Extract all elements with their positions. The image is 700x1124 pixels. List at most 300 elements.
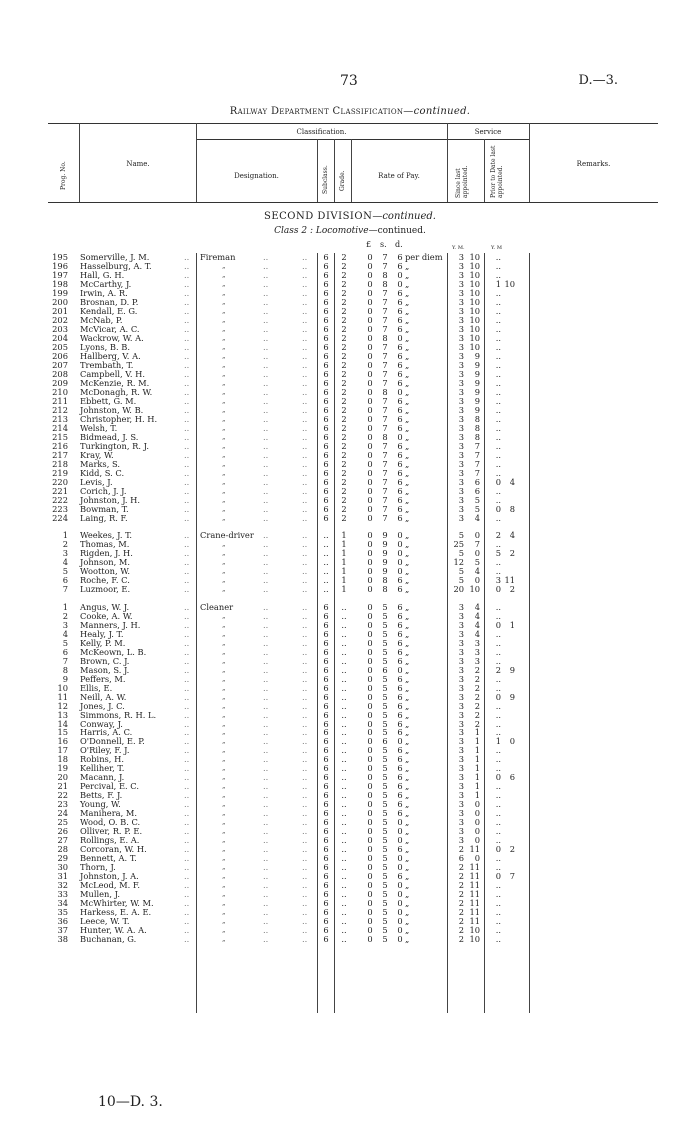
employee-name: Marks, S.	[80, 458, 120, 469]
row-number: 35	[57, 907, 68, 918]
grade: ..	[341, 889, 347, 900]
pay-period: „	[405, 655, 410, 666]
employee-name: Turkington, R. J.	[80, 440, 149, 451]
service-months: 0	[474, 548, 480, 559]
pay-period: „	[405, 431, 410, 442]
service-years: 3	[458, 799, 464, 810]
leader-dots: ..	[263, 512, 269, 523]
pay-pence: 6	[397, 584, 403, 595]
grade: 2	[341, 512, 347, 523]
pay-shillings: 7	[382, 476, 388, 487]
section-title: SECOND DIVISION	[263, 211, 373, 222]
prior-years: ..	[495, 637, 501, 648]
row-number: 15	[57, 727, 68, 738]
row-number: 22	[57, 790, 68, 801]
leader-dots: ..	[263, 898, 269, 909]
subclass: 6	[323, 359, 329, 370]
pay-shillings: 5	[382, 925, 388, 936]
leader-dots: ..	[184, 269, 190, 280]
service-years: 3	[458, 305, 464, 316]
pay-pounds: 0	[367, 476, 373, 487]
service-years: 2	[458, 898, 464, 909]
service-years: 3	[458, 655, 464, 666]
prior-years: 0	[495, 503, 501, 514]
leader-dots: ..	[302, 709, 308, 720]
pay-pence: 0	[397, 889, 403, 900]
row-number: 201	[52, 305, 68, 316]
subclass: 6	[323, 916, 329, 927]
designation: „	[222, 764, 226, 773]
leader-dots: ..	[302, 260, 308, 271]
class-title: Class 2 : Locomotive	[274, 226, 369, 236]
leader-dots: ..	[184, 835, 190, 846]
leader-dots: ..	[263, 449, 269, 460]
service-months: 11	[469, 880, 480, 891]
service-months: 10	[469, 584, 480, 595]
service-years: 3	[458, 512, 464, 523]
pay-pence: 6	[397, 458, 403, 469]
leader-dots: ..	[302, 745, 308, 756]
pay-period: „	[405, 575, 410, 586]
grade: 2	[341, 341, 347, 352]
service-months: 2	[474, 673, 480, 684]
row-number: 207	[52, 359, 68, 370]
service-months: 9	[474, 386, 480, 397]
prior-years: ..	[495, 386, 501, 397]
designation: „	[222, 638, 226, 647]
leader-dots: ..	[263, 826, 269, 837]
grade: 2	[341, 269, 347, 280]
prior-years: ..	[495, 494, 501, 505]
pay-period: „	[405, 808, 410, 819]
pay-pounds: 0	[367, 341, 373, 352]
designation: „	[222, 899, 226, 908]
prior-months: 0	[509, 736, 515, 747]
row-number: 33	[57, 889, 68, 900]
employee-name: Healy, J. T.	[80, 628, 124, 639]
pay-period: „	[405, 440, 410, 451]
prior-years: ..	[495, 341, 501, 352]
pay-pence: 6	[397, 314, 403, 325]
designation: „	[222, 701, 226, 710]
prior-months: 2	[509, 548, 515, 559]
pay-period: „	[405, 341, 410, 352]
pay-shillings: 9	[382, 548, 388, 559]
employee-name: Kelly, P. M.	[80, 637, 126, 648]
pay-shillings: 5	[382, 745, 388, 756]
pay-pence: 6	[397, 628, 403, 639]
pay-pence: 6	[397, 485, 403, 496]
pay-pounds: 0	[367, 494, 373, 505]
employee-name: Brown, C. J.	[80, 655, 130, 666]
pay-pounds: 0	[367, 628, 373, 639]
leader-dots: ..	[263, 844, 269, 855]
leader-dots: ..	[302, 395, 308, 406]
pay-period: „	[405, 889, 410, 900]
subclass: 6	[323, 610, 329, 621]
service-months: 4	[474, 512, 480, 523]
pay-shillings: 5	[382, 934, 388, 945]
row-number: 206	[52, 350, 68, 361]
pay-pounds: 0	[367, 512, 373, 523]
pay-pounds: 0	[367, 601, 373, 612]
prior-years: ..	[495, 368, 501, 379]
service-years: 3	[458, 700, 464, 711]
subclass: 6	[323, 772, 329, 783]
leader-dots: ..	[302, 619, 308, 630]
subclass: 6	[323, 278, 329, 289]
pay-pence: 6	[397, 503, 403, 514]
pay-shillings: 5	[382, 835, 388, 846]
row-number: 30	[57, 862, 68, 873]
leader-dots: ..	[184, 377, 190, 388]
leader-dots: ..	[184, 736, 190, 747]
leader-dots: ..	[184, 548, 190, 559]
pay-pence: 0	[397, 934, 403, 945]
row-number: 36	[57, 916, 68, 927]
pay-period: „	[405, 907, 410, 918]
service-years: 3	[458, 458, 464, 469]
subclass: 6	[323, 682, 329, 693]
grade: 2	[341, 404, 347, 415]
leader-dots: ..	[302, 808, 308, 819]
leader-dots: ..	[302, 772, 308, 783]
service-months: 2	[474, 718, 480, 729]
leader-dots: ..	[263, 763, 269, 774]
employee-name: McCarthy, J.	[80, 278, 132, 289]
pay-shillings: 5	[382, 853, 388, 864]
prior-years: ..	[495, 449, 501, 460]
employee-name: McNab, P.	[80, 314, 123, 325]
designation: „	[222, 297, 226, 306]
prior-years: ..	[495, 260, 501, 271]
service-years: 2	[458, 934, 464, 945]
grade: ..	[341, 637, 347, 648]
prior-years: ..	[495, 799, 501, 810]
designation: „	[222, 279, 226, 288]
pay-pounds: 0	[367, 655, 373, 666]
pay-pence: 6	[397, 305, 403, 316]
service-months: 4	[474, 601, 480, 612]
leader-dots: ..	[184, 539, 190, 550]
leader-dots: ..	[302, 700, 308, 711]
prior-years: 3	[495, 575, 501, 586]
designation: „	[222, 468, 226, 477]
prior-years: ..	[495, 727, 501, 738]
leader-dots: ..	[263, 485, 269, 496]
service-months: 2	[474, 709, 480, 720]
table-title	[0, 106, 700, 117]
leader-dots: ..	[184, 503, 190, 514]
subclass: 6	[323, 404, 329, 415]
leader-dots: ..	[263, 269, 269, 280]
grade: ..	[341, 673, 347, 684]
pay-pounds: 0	[367, 808, 373, 819]
leader-dots: ..	[302, 431, 308, 442]
grade: 2	[341, 278, 347, 289]
row-number: 17	[57, 745, 68, 756]
pay-period: „	[405, 485, 410, 496]
pay-period: „	[405, 449, 410, 460]
pay-shillings: 9	[382, 539, 388, 550]
leader-dots: ..	[263, 781, 269, 792]
service-months: 11	[469, 916, 480, 927]
pay-period: „	[405, 916, 410, 927]
employee-name: Somerville, J. M.	[80, 252, 150, 262]
subclass: 6	[323, 736, 329, 747]
pay-period: „	[405, 844, 410, 855]
service-months: 10	[469, 341, 480, 352]
pay-period: „	[405, 781, 410, 792]
service-years: 3	[458, 386, 464, 397]
pay-pence: 0	[397, 539, 403, 550]
leader-dots: ..	[184, 530, 190, 541]
pay-pence: 0	[397, 880, 403, 891]
subclass: 6	[323, 386, 329, 397]
leader-dots: ..	[184, 916, 190, 927]
pay-shillings: 5	[382, 727, 388, 738]
service-years: 3	[458, 260, 464, 271]
prior-years: ..	[495, 431, 501, 442]
pay-pence: 0	[397, 925, 403, 936]
page-footer: 10—D. 3.	[98, 1094, 163, 1110]
pay-pence: 6	[397, 745, 403, 756]
prior-years: ..	[495, 655, 501, 666]
pay-shillings: 7	[382, 458, 388, 469]
employee-name: McVicar, A. C.	[80, 323, 140, 334]
pay-pounds: 0	[367, 799, 373, 810]
pay-pounds: 0	[367, 781, 373, 792]
pay-pounds: 0	[367, 404, 373, 415]
leader-dots: ..	[302, 898, 308, 909]
subclass: 6	[323, 422, 329, 433]
employee-name: O'Riley, F. J.	[80, 745, 130, 756]
pay-pence: 6	[397, 296, 403, 307]
pay-pence: 0	[397, 817, 403, 828]
pay-period: „	[405, 898, 410, 909]
row-number: 195	[52, 252, 68, 262]
grade: 2	[341, 449, 347, 460]
service-months: 1	[474, 781, 480, 792]
leader-dots: ..	[302, 637, 308, 648]
grade: 2	[341, 494, 347, 505]
designation: „	[222, 513, 226, 522]
pay-pounds: 0	[367, 880, 373, 891]
table-title-continued: —continued.	[403, 106, 471, 117]
designation: „	[222, 674, 226, 683]
leader-dots: ..	[263, 548, 269, 559]
prior-years: ..	[495, 512, 501, 523]
leader-dots: ..	[302, 691, 308, 702]
leader-dots: ..	[302, 844, 308, 855]
pay-pence: 6	[397, 287, 403, 298]
pay-period: „	[405, 664, 410, 675]
prior-years: ..	[495, 252, 501, 262]
service-months: 10	[469, 287, 480, 298]
service-months: 7	[474, 458, 480, 469]
pay-pounds: 0	[367, 296, 373, 307]
designation: „	[222, 629, 226, 638]
pay-shillings: 7	[382, 260, 388, 271]
row-number: 6	[62, 575, 68, 586]
pay-period: „	[405, 826, 410, 837]
prior-years: ..	[495, 826, 501, 837]
service-years: 3	[458, 736, 464, 747]
service-years: 2	[458, 925, 464, 936]
subclass: 6	[323, 853, 329, 864]
leader-dots: ..	[263, 790, 269, 801]
service-years: 3	[458, 413, 464, 424]
unit-pence: d.	[395, 240, 403, 249]
employee-name: Hall, G. H.	[80, 269, 125, 280]
leader-dots: ..	[302, 305, 308, 316]
employee-name: Ellis, E.	[80, 682, 113, 693]
service-years: 2	[458, 907, 464, 918]
row-number: 196	[52, 260, 68, 271]
leader-dots: ..	[302, 781, 308, 792]
employee-name: Corich, J. J.	[80, 485, 127, 496]
row-number: 9	[62, 673, 68, 684]
leader-dots: ..	[263, 539, 269, 550]
prior-years: ..	[495, 296, 501, 307]
leader-dots: ..	[263, 278, 269, 289]
pay-shillings: 7	[382, 485, 388, 496]
service-months: 10	[469, 305, 480, 316]
pay-shillings: 7	[382, 341, 388, 352]
employee-name: McLeod, M. F.	[80, 880, 141, 891]
leader-dots: ..	[302, 727, 308, 738]
pay-pence: 6	[397, 350, 403, 361]
pay-shillings: 5	[382, 601, 388, 612]
pay-shillings: 5	[382, 799, 388, 810]
pay-pounds: 0	[367, 889, 373, 900]
service-years: 2	[458, 889, 464, 900]
leader-dots: ..	[263, 314, 269, 325]
row-number: 198	[52, 278, 68, 289]
row-number: 212	[52, 404, 68, 415]
pay-pence: 6	[397, 871, 403, 882]
designation: „	[222, 342, 226, 351]
pay-shillings: 6	[382, 664, 388, 675]
prior-months: 6	[509, 772, 515, 783]
row-number: 10	[57, 682, 68, 693]
pay-shillings: 7	[382, 449, 388, 460]
pay-period: „	[405, 584, 410, 595]
subclass: 6	[323, 449, 329, 460]
subclass: 6	[323, 368, 329, 379]
service-years: 3	[458, 323, 464, 334]
designation: „	[222, 755, 226, 764]
employee-name: Luzmoor, E.	[80, 584, 131, 595]
row-number: 3	[62, 548, 68, 559]
leader-dots: ..	[184, 826, 190, 837]
subclass: 6	[323, 260, 329, 271]
service-months: 3	[474, 646, 480, 657]
service-years: 3	[458, 431, 464, 442]
service-months: 2	[474, 682, 480, 693]
leader-dots: ..	[263, 682, 269, 693]
service-months: 1	[474, 745, 480, 756]
pay-period: „	[405, 314, 410, 325]
designation: „	[222, 567, 226, 576]
column-rate-of-pay: Rate of Pay.	[378, 172, 420, 180]
designation: „	[222, 387, 226, 396]
subclass: 6	[323, 664, 329, 675]
leader-dots: ..	[302, 476, 308, 487]
grade: ..	[341, 628, 347, 639]
subclass: 6	[323, 808, 329, 819]
pay-pence: 0	[397, 826, 403, 837]
pay-pounds: 0	[367, 305, 373, 316]
subclass: 6	[323, 296, 329, 307]
leader-dots: ..	[263, 503, 269, 514]
prior-years: ..	[495, 323, 501, 334]
leader-dots: ..	[263, 368, 269, 379]
prior-years: ..	[495, 790, 501, 801]
row-number: 14	[57, 718, 68, 729]
subclass: 6	[323, 844, 329, 855]
leader-dots: ..	[302, 467, 308, 478]
pay-pounds: 0	[367, 772, 373, 783]
designation: „	[222, 504, 226, 513]
service-months: 9	[474, 395, 480, 406]
designation: „	[222, 558, 226, 567]
pay-period: „	[405, 323, 410, 334]
pay-shillings: 6	[382, 736, 388, 747]
pay-period: „	[405, 799, 410, 810]
grade: 2	[341, 485, 347, 496]
designation: „	[222, 620, 226, 629]
column-prior-to-date: Prior to Date last appointed.	[490, 145, 504, 198]
pay-pence: 6	[397, 610, 403, 621]
service-years: 5	[458, 548, 464, 559]
row-number: 217	[52, 449, 68, 460]
pay-pence: 0	[397, 332, 403, 343]
grade: ..	[341, 664, 347, 675]
subclass: 6	[323, 880, 329, 891]
designation: Cleaner	[200, 601, 234, 612]
pay-pence: 6	[397, 467, 403, 478]
employee-name: Johnston, J. H.	[80, 494, 141, 505]
pay-shillings: 5	[382, 781, 388, 792]
leader-dots: ..	[263, 628, 269, 639]
column-since-last: Since last appointed.	[455, 165, 469, 198]
pay-pounds: 0	[367, 467, 373, 478]
pay-pounds: 0	[367, 449, 373, 460]
service-months: 10	[469, 934, 480, 945]
pay-period: „	[405, 718, 410, 729]
row-number: 38	[57, 934, 68, 945]
pay-pounds: 0	[367, 431, 373, 442]
leader-dots: ..	[184, 287, 190, 298]
employee-name: Young, W.	[80, 799, 121, 810]
service-years: 2	[458, 916, 464, 927]
prior-years: ..	[495, 835, 501, 846]
leader-dots: ..	[302, 799, 308, 810]
service-years: 3	[458, 359, 464, 370]
subclass: 6	[323, 934, 329, 945]
employee-name: McKenzie, R. M.	[80, 377, 150, 388]
row-number: 7	[62, 584, 68, 595]
leader-dots: ..	[263, 584, 269, 595]
employee-name: Lyons, B. B.	[80, 341, 131, 352]
row-number: 4	[62, 628, 68, 639]
prior-months: 4	[509, 530, 515, 541]
service-years: 2	[458, 844, 464, 855]
leader-dots: ..	[263, 736, 269, 747]
leader-dots: ..	[184, 260, 190, 271]
grade: ..	[341, 916, 347, 927]
